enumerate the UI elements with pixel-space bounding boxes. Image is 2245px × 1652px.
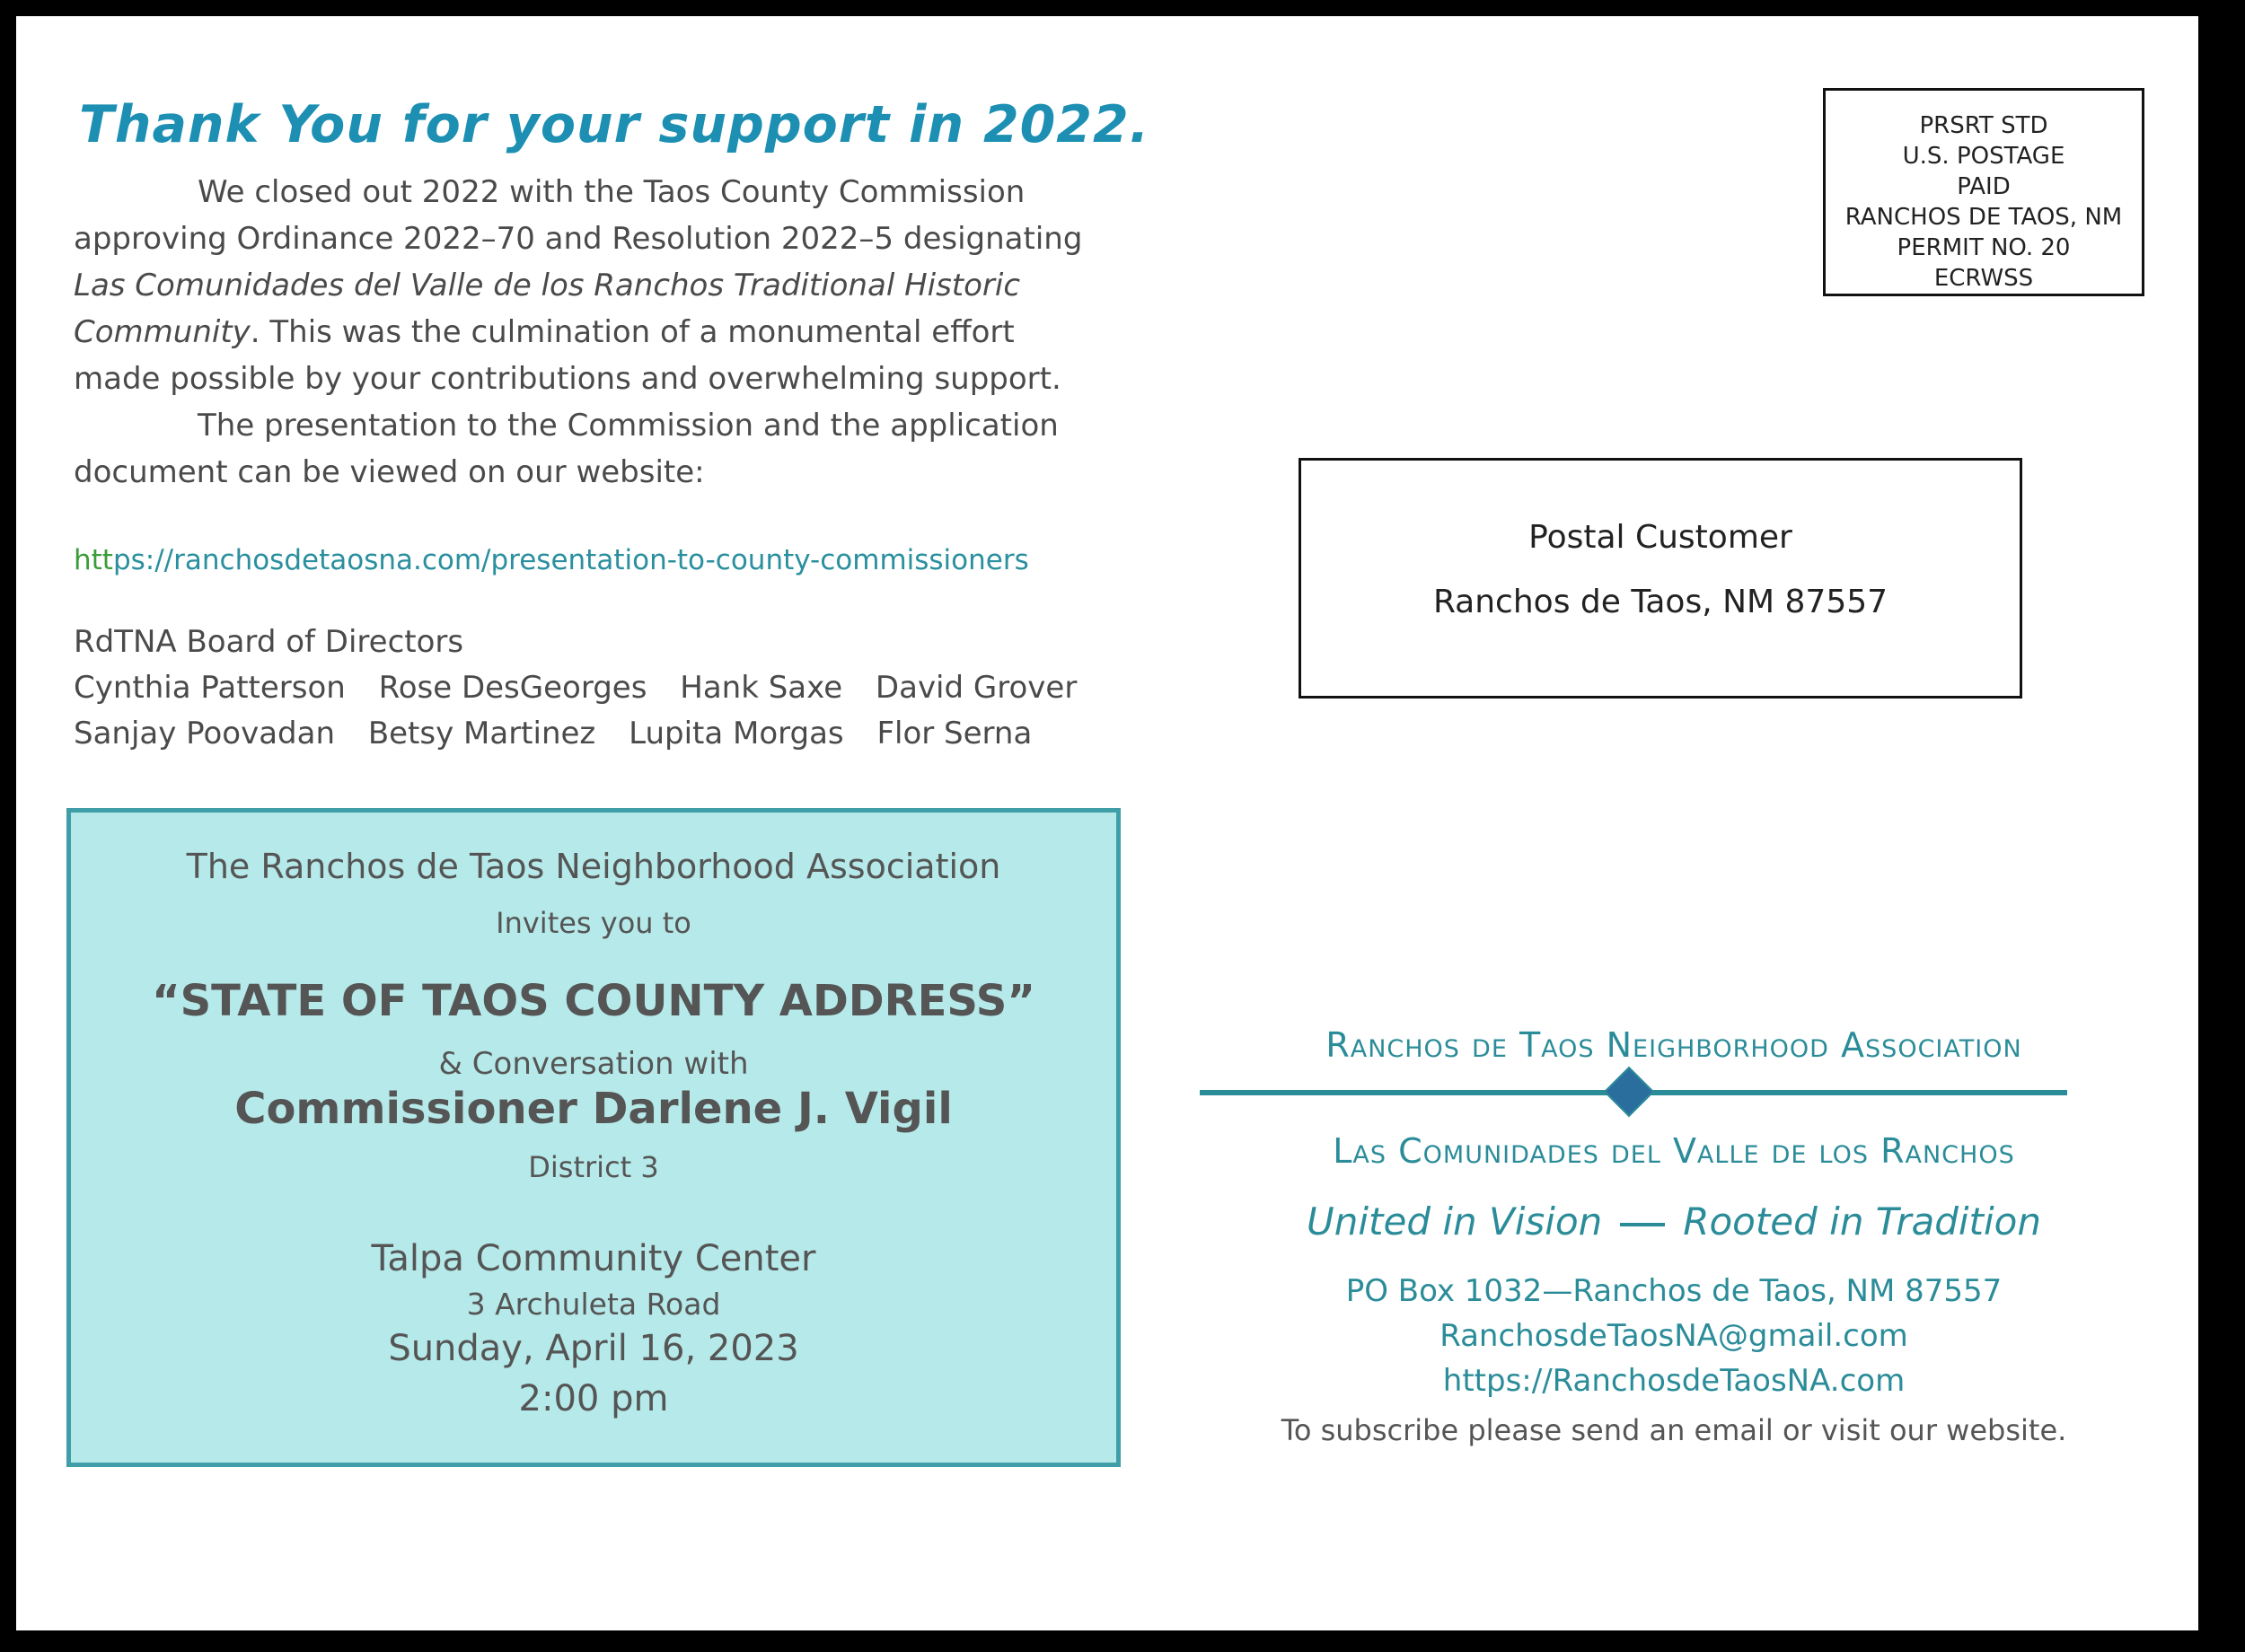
motto-left: United in Vision — [1307, 1199, 1603, 1243]
event-title: “STATE OF TAOS COUNTY ADDRESS” — [152, 976, 1035, 1026]
po-box: PO Box 1032—Ranchos de Taos, NM 87557 — [1345, 1273, 2003, 1309]
invite-org: The Ranchos de Taos Neighborhood Association — [186, 847, 1001, 886]
board-member: Lupita Morgas — [629, 716, 844, 751]
board-row-2 — [74, 711, 1100, 757]
recipient-city: Ranchos de Taos, NM 87557 — [1432, 584, 1888, 620]
board-member: Sanjay Poovadan — [74, 716, 335, 751]
postage-line: RANCHOS DE TAOS, NM — [1844, 204, 2123, 231]
motto-right: Rooted in Tradition — [1683, 1199, 2041, 1243]
venue-street: 3 Archuleta Road — [466, 1287, 721, 1322]
intro-line: The presentation to the Commission and the application — [198, 408, 1059, 444]
intro-paragraph-2 — [74, 402, 1133, 496]
board-row-1 — [74, 665, 1100, 711]
postage-line: PRSRT STD — [1919, 112, 2048, 139]
venue-name: Talpa Community Center — [371, 1238, 816, 1279]
org-motto — [1171, 1199, 2177, 1243]
postage-indicia — [1823, 88, 2144, 296]
intro-line: document can be viewed on our website: — [74, 454, 705, 490]
board-of-directors — [74, 620, 1100, 757]
board-member: Flor Serna — [876, 716, 1033, 751]
postage-line: PAID — [1957, 173, 2011, 200]
org-subtitle: Las Comunidades del Valle de los Ranchos — [1333, 1131, 2015, 1171]
website-link[interactable] — [74, 544, 1029, 576]
intro-line-italic: Community — [74, 314, 251, 350]
board-member: Rose DesGeorges — [378, 670, 647, 706]
speaker-district: District 3 — [528, 1150, 659, 1184]
intro-line-italic: Las Comunidades del Valle de los Ranchos Traditional Historic — [74, 268, 1021, 303]
speaker-name: Commissioner Darlene J. Vigil — [234, 1084, 953, 1134]
board-member: Betsy Martinez — [367, 716, 596, 751]
postcard — [16, 16, 2198, 1630]
subscribe-note: To subscribe please send an email or visit our website. — [1281, 1413, 2067, 1447]
org-website[interactable]: https://RanchosdeTaosNA.com — [1442, 1363, 1906, 1399]
org-email[interactable]: RanchosdeTaosNA@gmail.com — [1439, 1318, 1908, 1354]
motto-dash-icon — [1620, 1223, 1665, 1226]
board-member: Cynthia Patterson — [74, 670, 346, 706]
invitation-box — [66, 808, 1121, 1467]
conversation-line: & Conversation with — [438, 1046, 749, 1082]
invite-intro: Invites you to — [496, 906, 691, 940]
website-link-prefix: htt — [74, 544, 113, 576]
recipient-name: Postal Customer — [1528, 519, 1792, 556]
board-heading: RdTNA Board of Directors — [74, 624, 464, 660]
event-date: Sunday, April 16, 2023 — [388, 1328, 799, 1369]
event-time: 2:00 pm — [518, 1378, 669, 1419]
intro-line: made possible by your contributions and overwhelming support. — [74, 361, 1061, 397]
postage-line: U.S. POSTAGE — [1902, 143, 2065, 170]
board-member: Hank Saxe — [680, 670, 843, 706]
thank-you-heading: Thank You for your support in 2022. — [79, 95, 1150, 154]
intro-text — [74, 169, 1133, 496]
postage-line: ECRWSS — [1933, 265, 2034, 292]
postage-line: PERMIT NO. 20 — [1897, 234, 2071, 261]
intro-line: We closed out 2022 with the Taos County Commission — [198, 174, 1026, 210]
website-link-rest: ps://ranchosdetaosna.com/presentation-to-county-commissioners — [112, 544, 1029, 576]
intro-line: approving Ordinance 2022–70 and Resolution 2022–5 designating — [74, 221, 1083, 257]
intro-paragraph-1 — [74, 169, 1133, 402]
board-member: David Grover — [875, 670, 1078, 706]
intro-line: . This was the culmination of a monumental effort — [250, 314, 1015, 350]
diamond-ornament-icon — [1604, 1067, 1655, 1118]
org-name: Ranchos de Taos Neighborhood Association — [1325, 1025, 2022, 1065]
recipient-address — [1299, 458, 2022, 699]
